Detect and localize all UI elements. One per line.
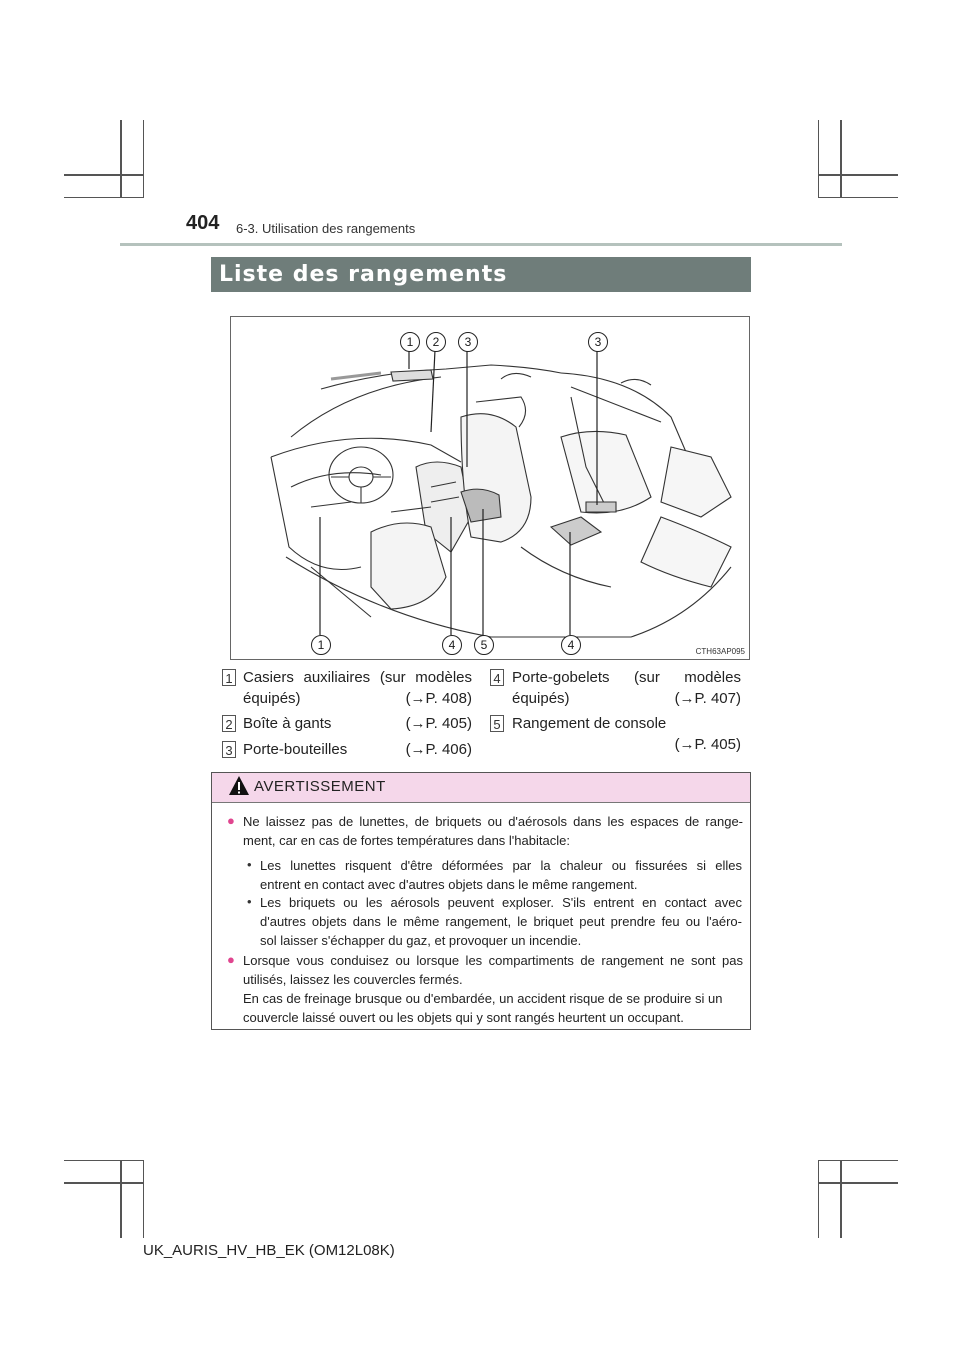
figure-code: CTH63AP095 xyxy=(695,647,745,656)
legend-text: Casiers auxiliaires (sur modèles xyxy=(243,669,472,686)
legend-number: 5 xyxy=(490,715,504,732)
page-reference: (→P. 405) xyxy=(674,736,741,753)
sub-bullet: • xyxy=(247,857,252,872)
warning-box xyxy=(211,772,751,1030)
warning-triangle-icon xyxy=(228,775,250,797)
callout-1-bottom: 1 xyxy=(311,635,331,655)
legend-item-cup-holders xyxy=(512,667,741,709)
legend-text: Porte-bouteilles xyxy=(243,741,348,758)
warning-text: ment, car en cas de fortes températures dans l'habitacle: xyxy=(243,833,570,848)
crop-mark xyxy=(818,1182,898,1184)
legend-text: Rangement de console xyxy=(512,715,667,732)
legend-line xyxy=(243,688,472,709)
warning-text: Les briquets ou les aérosols peuvent exploser. S'ils entrent en contact avec xyxy=(260,895,742,910)
callout-4-bottom-right: 4 xyxy=(561,635,581,655)
crop-mark xyxy=(120,120,122,198)
bullet-icon: ● xyxy=(227,952,235,967)
footer-document-code: UK_AURIS_HV_HB_EK (OM12L08K) xyxy=(143,1242,395,1259)
crop-mark xyxy=(840,120,842,198)
legend-number: 2 xyxy=(222,715,236,732)
legend-text: Boîte à gants xyxy=(243,715,332,732)
section-title: Liste des rangements xyxy=(211,257,751,292)
callout-1-top: 1 xyxy=(400,332,420,352)
section-reference: 6-3. Utilisation des rangements xyxy=(236,221,416,236)
callout-4-bottom: 4 xyxy=(442,635,462,655)
legend-item-bottle-holders xyxy=(243,739,472,760)
crop-mark xyxy=(143,120,144,198)
crop-mark xyxy=(818,174,898,176)
callout-5-bottom: 5 xyxy=(474,635,494,655)
warning-text: Lorsque vous conduisez ou lorsque les compartiments de rangement ne sont pas xyxy=(243,953,743,968)
bullet-icon: ● xyxy=(227,813,235,828)
crop-mark xyxy=(64,1160,144,1161)
warning-text: sol laisser s'échapper du gaz, et provoquer un incendie. xyxy=(260,933,582,948)
legend-item-auxiliary-boxes xyxy=(243,667,472,709)
page-reference: (→P. 408) xyxy=(405,690,472,707)
warning-title: AVERTISSEMENT xyxy=(254,778,386,795)
car-interior-figure xyxy=(230,316,750,660)
sub-bullet: • xyxy=(247,894,252,909)
legend-text: Porte-gobelets (sur modèles xyxy=(512,669,741,686)
header-divider xyxy=(120,243,842,246)
crop-mark xyxy=(818,120,819,198)
legend-text: équipés) xyxy=(512,690,570,707)
car-interior-illustration xyxy=(231,317,751,661)
warning-paragraph-1 xyxy=(243,812,743,850)
crop-mark xyxy=(64,197,144,198)
crop-mark xyxy=(143,1160,144,1238)
legend-text: équipés) xyxy=(243,690,301,707)
warning-text: entrent en contact avec d'autres objets dans le même rangement. xyxy=(260,877,638,892)
warning-text: utilisés, laissez les couvercles fermés. xyxy=(243,972,463,987)
warning-text: Les lunettes risquent d'être déformées par la chaleur ou fissurées si elles xyxy=(260,858,742,873)
callout-3-top: 3 xyxy=(458,332,478,352)
page-reference: (→P. 405) xyxy=(405,715,472,732)
warning-text: d'autres objets dans le même rangement, le briquet peut prendre feu ou l'aéro- xyxy=(260,914,742,929)
callout-3-top-right: 3 xyxy=(588,332,608,352)
crop-mark xyxy=(120,1160,122,1238)
warning-text: couvercle laissé ouvert ou les objets qui y sont rangés heurtent un occupant. xyxy=(243,1010,684,1025)
warning-text: Ne laissez pas de lunettes, de briquets ou d'aérosols dans les espaces de range- xyxy=(243,814,743,829)
crop-mark xyxy=(818,197,898,198)
warning-text: En cas de freinage brusque ou d'embardée, un accident risque de se produire si un xyxy=(243,991,723,1006)
callout-2-top: 2 xyxy=(426,332,446,352)
legend-number: 3 xyxy=(222,741,236,758)
warning-sub-item-2 xyxy=(260,893,742,950)
page-reference: (→P. 407) xyxy=(674,690,741,707)
page-reference: (→P. 406) xyxy=(405,741,472,758)
crop-mark xyxy=(64,174,144,176)
legend-number: 1 xyxy=(222,669,236,686)
legend-item-console-box xyxy=(512,713,741,755)
page-number: 404 xyxy=(186,212,220,234)
crop-mark xyxy=(818,1160,898,1161)
crop-mark xyxy=(64,1182,144,1184)
legend-item-glove-box xyxy=(243,713,472,734)
legend-number: 4 xyxy=(490,669,504,686)
warning-paragraph-2 xyxy=(243,951,743,1027)
crop-mark xyxy=(840,1160,842,1238)
legend-line xyxy=(512,688,741,709)
crop-mark xyxy=(818,1160,819,1238)
warning-header xyxy=(212,773,750,803)
warning-sub-item-1 xyxy=(260,856,742,894)
